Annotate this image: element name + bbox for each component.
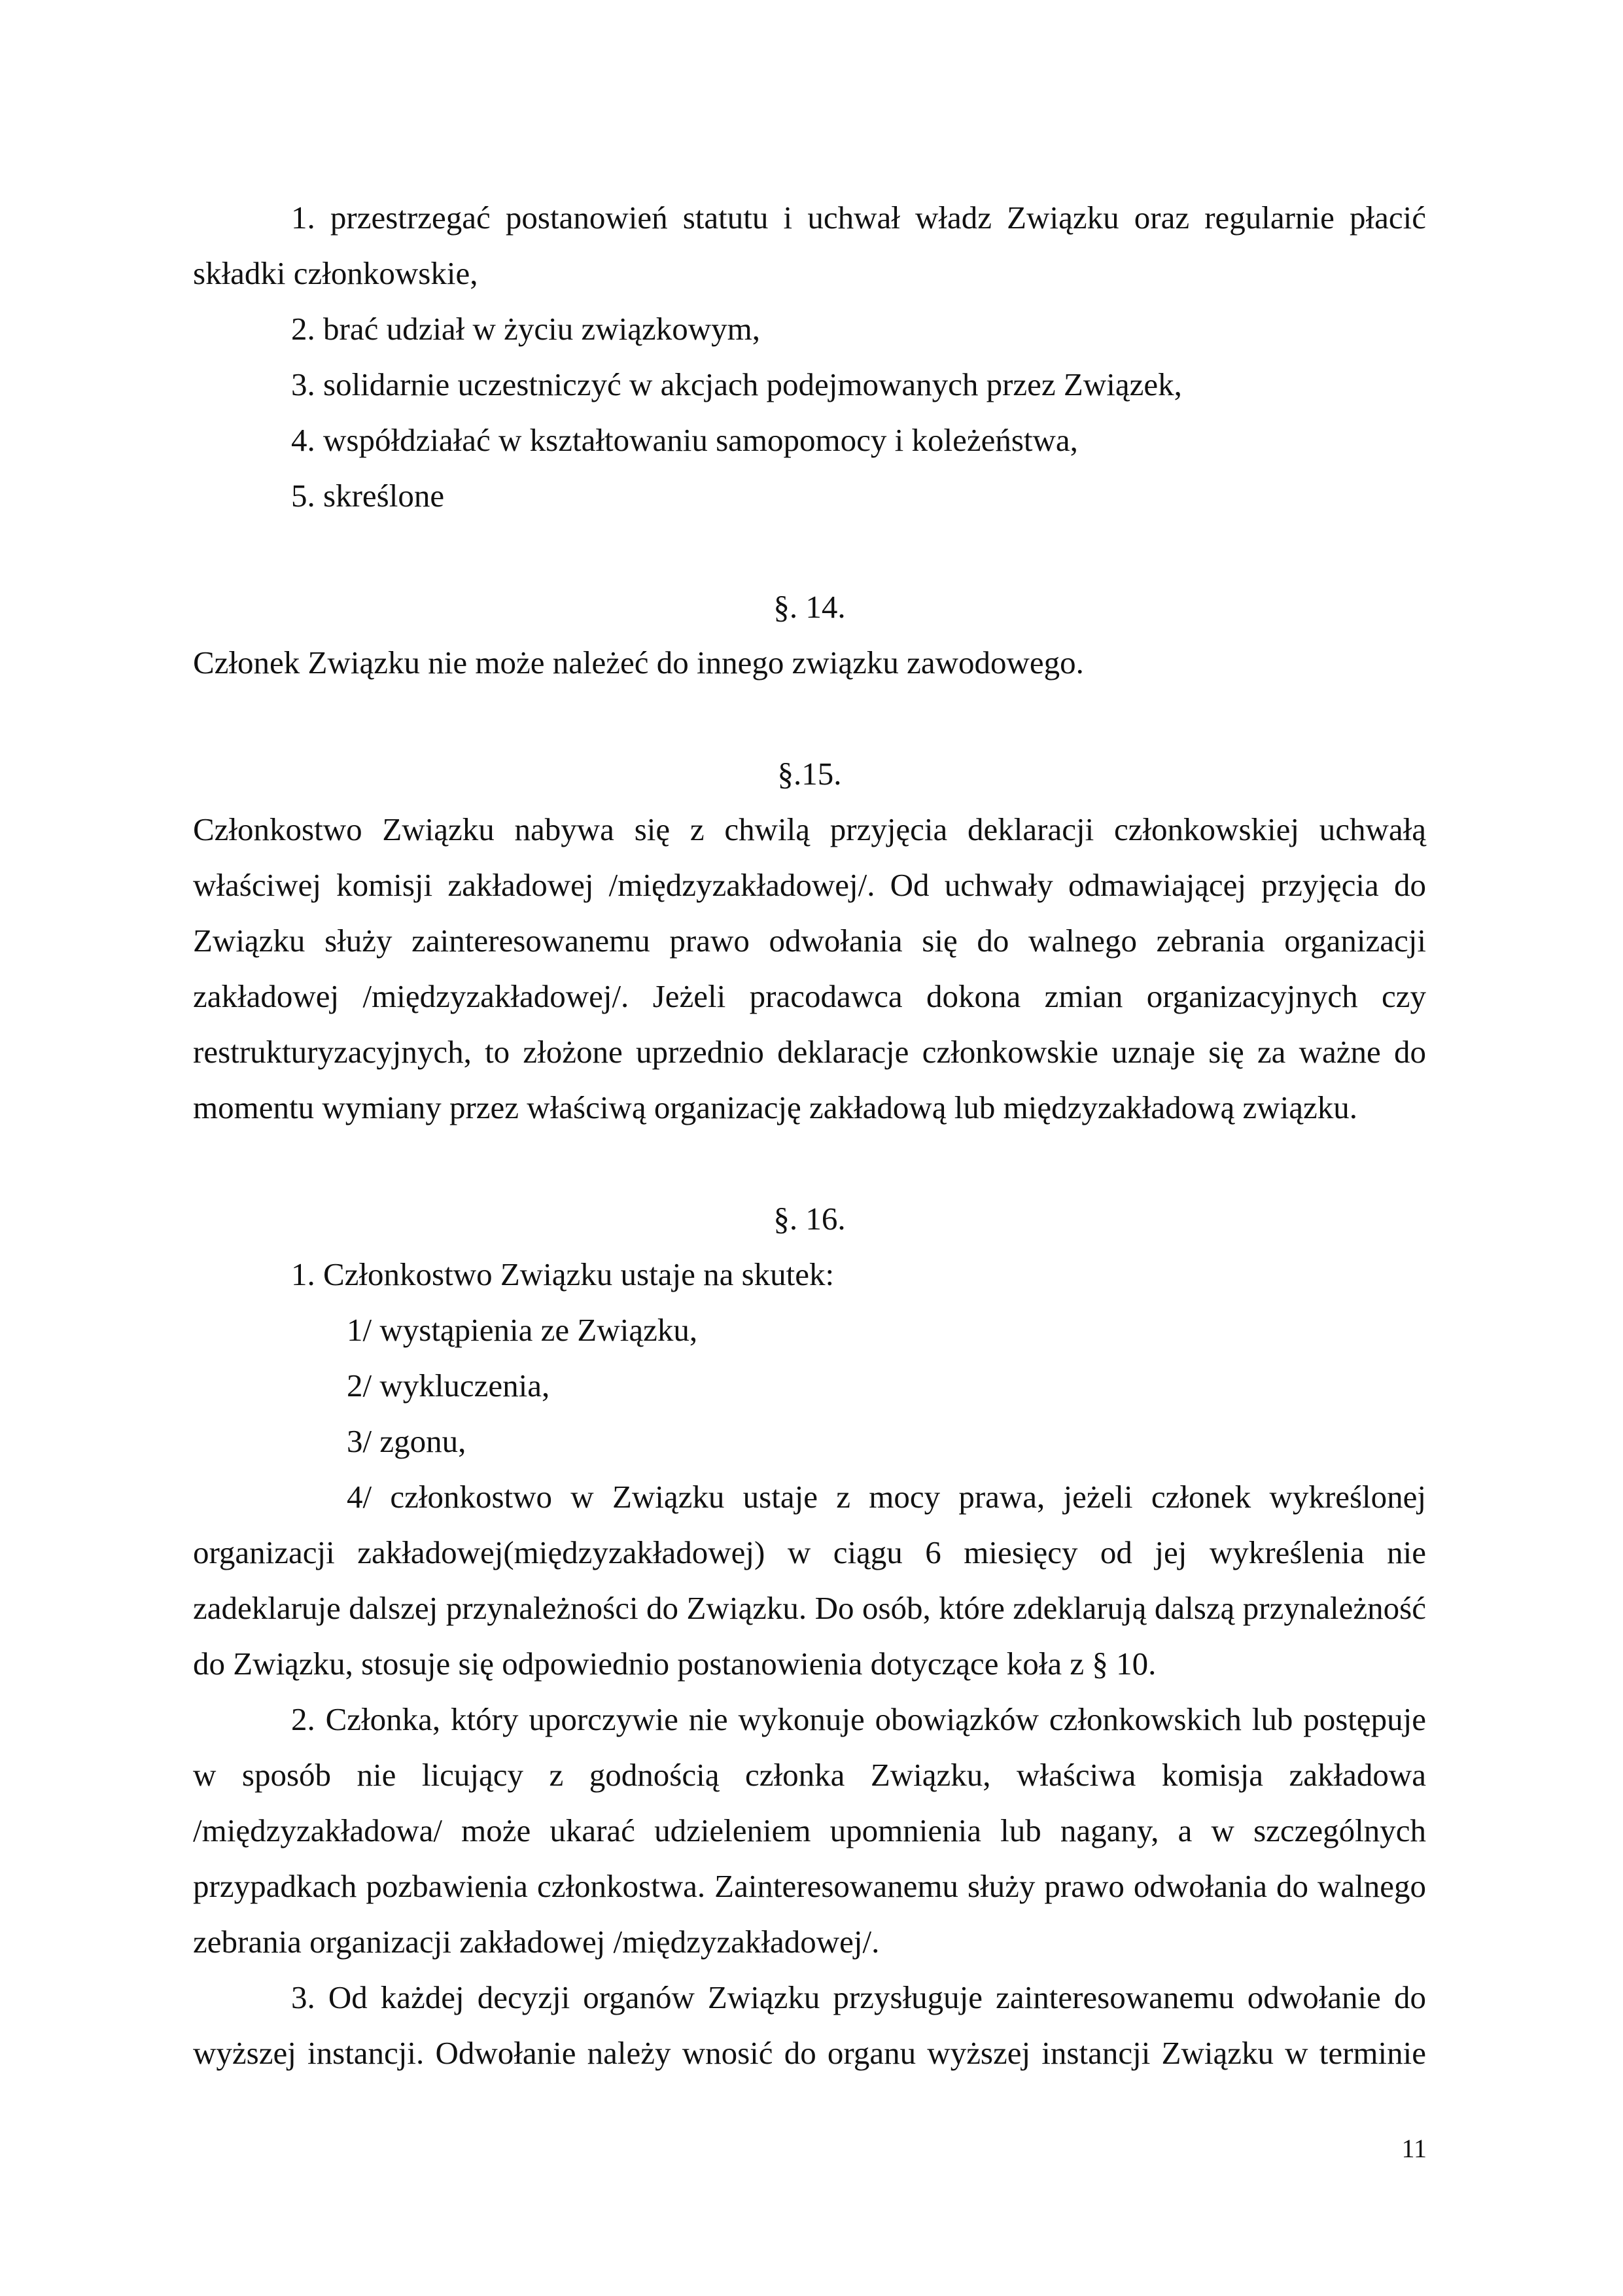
document-page bbox=[193, 190, 1426, 2081]
section-16-point-1-intro: 1. Członkostwo Związku ustaje na skutek: bbox=[291, 1256, 835, 1292]
section-16-point-1-item-4: 4/ członkostwo w Związku ustaje z mocy prawa, jeżeli członek wykreślonej organizacji zakładowej(międzyzakładowej) w ciągu 6 miesięcy od jej wykreślenia nie zadeklaruje dalszej przynależności do Związku. Do osób, które zdeklarują dalszą przynależność do Związku, stosuje się odpowiednio postanowienia dotyczące koła z § 10. bbox=[193, 1479, 1426, 1682]
intro-item-4: 4. współdziałać w kształtowaniu samopomocy i koleżeństwa, bbox=[291, 422, 1078, 458]
section-15-text: Członkostwo Związku nabywa się z chwilą przyjęcia deklaracji członkowskiej uchwałą właściwej komisji zakładowej /międzyzakładowej/. Od uchwały odmawiającej przyjęcia do Związku służy zainteresowanemu prawo odwołania się do walnego zebrania organizacji zakładowej /międzyzakładowej/. Jeżeli pracodawca dokona zmian organizacyjnych czy restrukturyzacyjnych, to złożone uprzednio deklaracje członkowskie uznaje się za ważne do momentu wymiany przez właściwą organizację zakładową lub międzyzakładową związku. bbox=[193, 811, 1426, 1125]
spacer bbox=[193, 690, 1426, 746]
section-14-heading: §. 14. bbox=[773, 589, 846, 625]
section-16-point-1-item-3: 3/ zgonu, bbox=[347, 1423, 466, 1459]
section-16-heading: §. 16. bbox=[773, 1201, 846, 1237]
page-number: 11 bbox=[1401, 2134, 1427, 2163]
intro-item-2: 2. brać udział w życiu związkowym, bbox=[291, 311, 761, 347]
intro-item-5: 5. skreślone bbox=[291, 478, 445, 514]
spacer bbox=[193, 1135, 1426, 1191]
intro-item-3: 3. solidarnie uczestniczyć w akcjach podejmowanych przez Związek, bbox=[291, 366, 1182, 402]
section-15-heading: §.15. bbox=[777, 756, 842, 792]
spacer bbox=[193, 523, 1426, 579]
section-16-point-1-item-2: 2/ wykluczenia, bbox=[347, 1368, 550, 1404]
section-16-point-3: 3. Od każdej decyzji organów Związku przysługuje zainteresowanemu odwołanie do wyższej instancji. Odwołanie należy wnosić do organu wyższej instancji Związku w terminie bbox=[193, 1979, 1426, 2071]
intro-item-1: 1. przestrzegać postanowień statutu i uchwał władz Związku oraz regularnie płacić składki członkowskie, bbox=[193, 200, 1426, 291]
section-16-point-2: 2. Członka, który uporczywie nie wykonuje obowiązków członkowskich lub postępuje w sposób nie licujący z godnością członka Związku, właściwa komisja zakładowa /międzyzakładowa/ może ukarać udzieleniem upomnienia lub nagany, a w szczególnych przypadkach pozbawienia członkostwa. Zainteresowanemu służy prawo odwołania do walnego zebrania organizacji zakładowej /międzyzakładowej/. bbox=[193, 1701, 1426, 1960]
section-14-text: Członek Związku nie może należeć do innego związku zawodowego. bbox=[193, 645, 1084, 680]
section-16-point-1-item-1: 1/ wystąpienia ze Związku, bbox=[347, 1312, 698, 1348]
